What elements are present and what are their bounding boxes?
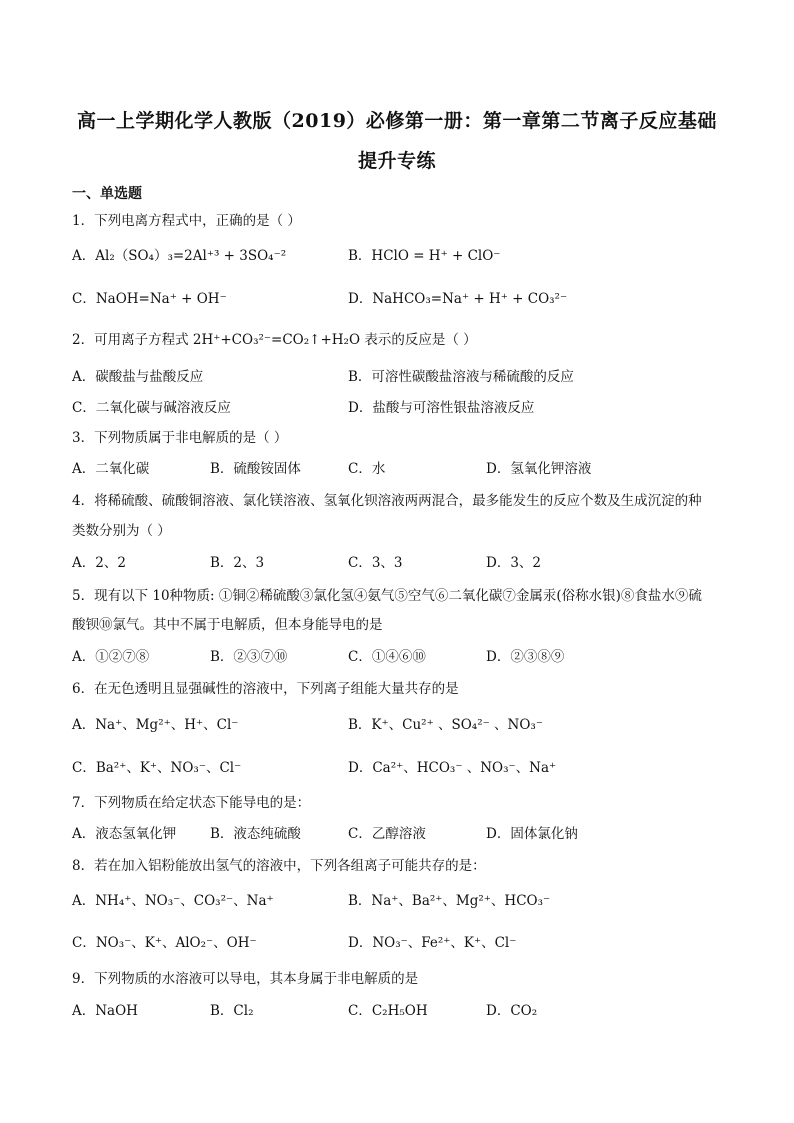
question-stem: 4．将稀硫酸、硫酸铜溶液、氯化镁溶液、氢氧化钡溶液两两混合，最多能发生的反应个数及生成沉淀的种	[72, 493, 702, 509]
option-a: A．碳酸盐与盐酸反应	[72, 369, 204, 385]
option-b: B．②③⑦⑩	[210, 649, 288, 665]
option-d: D．3、2	[486, 555, 542, 571]
question-stem: 2．可用离子方程式 2H⁺+CO₃²⁻=CO₂↑+H₂O 表示的反应是（ ）	[72, 332, 477, 348]
option-b: B．Na⁺、Ba²⁺、Mg²⁺、HCO₃⁻	[348, 893, 551, 909]
option-c: C．NaOH=Na⁺ + OH⁻	[72, 291, 227, 307]
option-a: A．NH₄⁺、NO₃⁻、CO₃²⁻、Na⁺	[72, 893, 274, 909]
question-stem: 9．下列物质的水溶液可以导电，其本身属于非电解质的是	[72, 971, 419, 987]
question-stem: 5．现有以下 10种物质: ①铜②稀硫酸③氯化氢④氨气⑤空气⑥二氧化碳⑦金属汞(俗称水银)⑧食盐水⑨硫	[72, 588, 702, 604]
option-b: B．HClO = H⁺ + ClO⁻	[348, 248, 501, 264]
option-d: D．②③⑧⑨	[486, 649, 565, 665]
option-a: A．Na⁺、Mg²⁺、H⁺、Cl⁻	[72, 717, 239, 733]
option-c: C．3、3	[348, 555, 403, 571]
question-stem-continued: 类数分别为（ ）	[72, 523, 171, 539]
question-stem: 3．下列物质属于非电解质的是（ ）	[72, 430, 288, 446]
option-b: B．可溶性碳酸盐溶液与稀硫酸的反应	[348, 369, 574, 385]
question-stem: 7．下列物质在给定状态下能导电的是：	[72, 795, 311, 811]
option-b: B．硫酸铵固体	[210, 461, 301, 477]
option-d: D．盐酸与可溶性银盐溶液反应	[348, 400, 535, 416]
question-stem-continued: 酸钡⑩氯气。其中不属于电解质，但本身能导电的是	[72, 617, 383, 633]
option-d: D．NO₃⁻、Fe²⁺、K⁺、Cl⁻	[348, 935, 517, 951]
question-stem: 8．若在加入铝粉能放出氢气的溶液中，下列各组离子可能共存的是：	[72, 858, 486, 874]
option-d: D．CO₂	[486, 1003, 538, 1019]
document-title-line1: 高一上学期化学人教版（2019）必修第一册：第一章第二节离子反应基础	[77, 110, 717, 132]
option-c: C．①④⑥⑩	[348, 649, 426, 665]
document-title-line2: 提升专练	[357, 150, 436, 172]
option-a: A．①②⑦⑧	[72, 649, 150, 665]
section-heading: 一、单选题	[72, 186, 142, 202]
option-c: C．C₂H₅OH	[348, 1003, 428, 1019]
question-stem: 1．下列电离方程式中，正确的是（ ）	[72, 213, 301, 229]
option-c: C．NO₃⁻、K⁺、AlO₂⁻、OH⁻	[72, 935, 257, 951]
option-b: B．液态纯硫酸	[210, 826, 301, 842]
option-b: B．2、3	[210, 555, 265, 571]
option-b: B．K⁺、Cu²⁺ 、SO₄²⁻ 、NO₃⁻	[348, 717, 543, 733]
option-c: C．二氧化碳与碱溶液反应	[72, 400, 231, 416]
option-d: D．NaHCO₃=Na⁺ + H⁺ + CO₃²⁻	[348, 291, 568, 307]
option-c: C．水	[348, 461, 386, 477]
option-d: D．氢氧化钾溶液	[486, 461, 592, 477]
option-a: A．2、2	[72, 555, 126, 571]
option-a: A．Al₂（SO₄）₃=2Al⁺³ + 3SO₄⁻²	[72, 248, 287, 264]
option-c: C．乙醇溶液	[348, 826, 426, 842]
option-c: C．Ba²⁺、K⁺、NO₃⁻、Cl⁻	[72, 760, 242, 776]
question-stem: 6．在无色透明且显强碱性的溶液中，下列离子组能大量共存的是	[72, 681, 459, 697]
option-a: A．二氧化碳	[72, 461, 150, 477]
option-a: A．NaOH	[72, 1003, 138, 1019]
option-a: A．液态氢氧化钾	[72, 826, 177, 842]
option-b: B．Cl₂	[210, 1003, 254, 1019]
option-d: D．固体氯化钠	[486, 826, 578, 842]
option-d: D．Ca²⁺、HCO₃⁻ 、NO₃⁻、Na⁺	[348, 760, 557, 776]
